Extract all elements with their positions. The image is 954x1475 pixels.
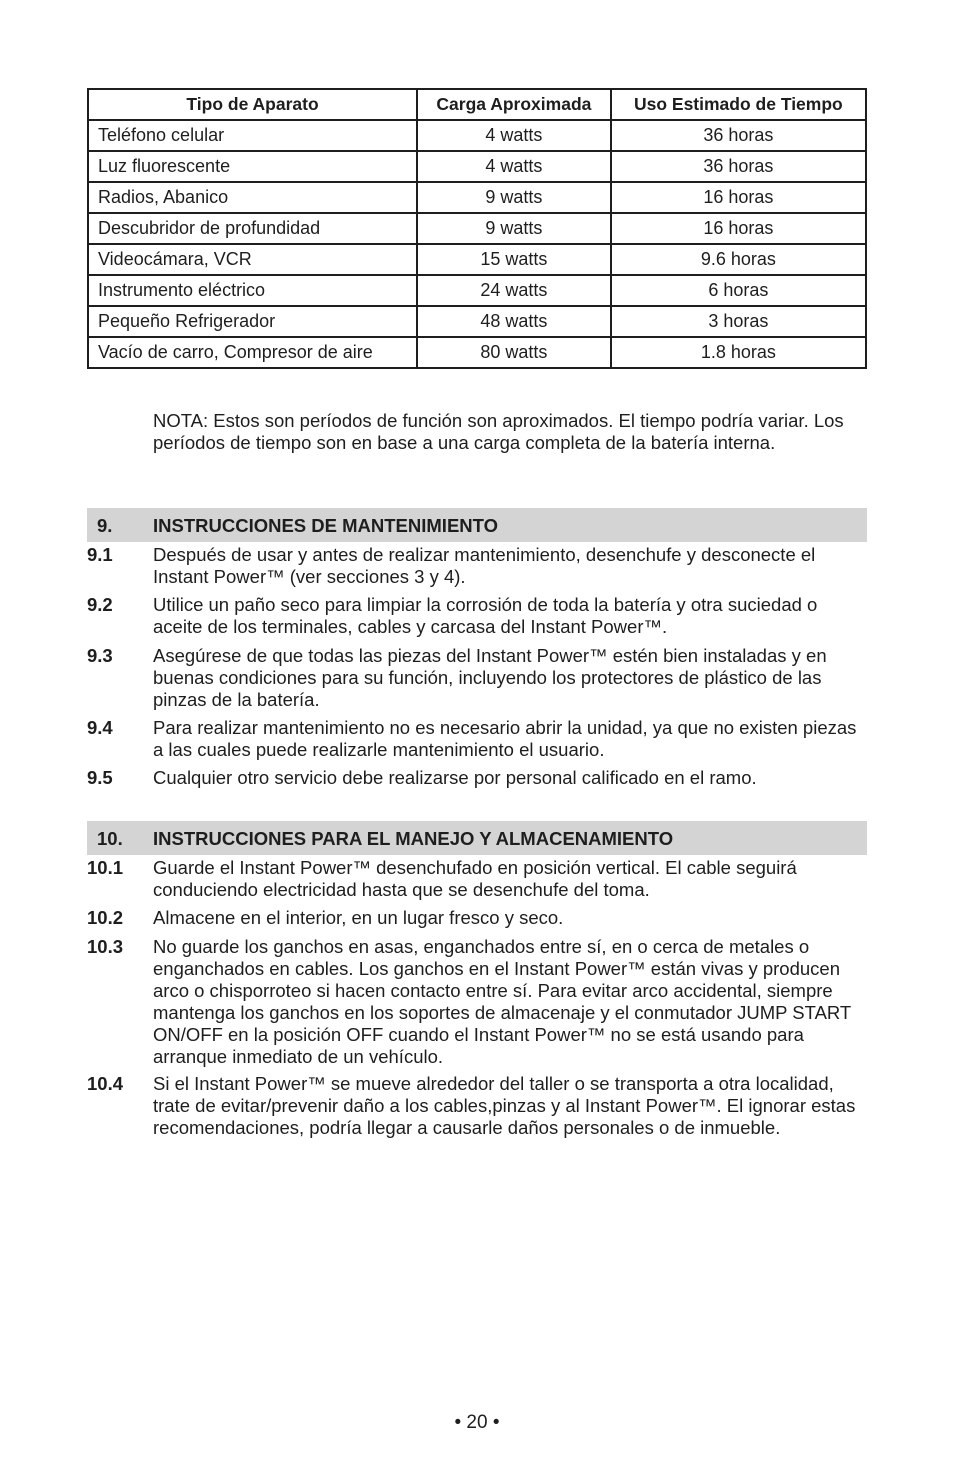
list-item xyxy=(87,1073,869,1139)
table-row xyxy=(88,306,866,337)
item-number: 10.2 xyxy=(87,907,124,928)
list-item xyxy=(87,857,869,901)
item-text: Cualquier otro servicio debe realizarse por personal calificado en el ramo. xyxy=(153,767,757,788)
table-row xyxy=(88,151,866,182)
page-number: • 20 • xyxy=(454,1412,500,1433)
list-item xyxy=(87,645,869,711)
list-item xyxy=(87,544,869,588)
cell-appliance: Instrumento eléctrico xyxy=(88,275,417,306)
item-number: 9.4 xyxy=(87,717,113,738)
section-title: INSTRUCCIONES DE MANTENIMIENTO xyxy=(153,515,499,536)
cell-appliance: Descubridor de profundidad xyxy=(88,213,417,244)
cell-time: 3 horas xyxy=(611,306,866,337)
cell-appliance: Luz fluorescente xyxy=(88,151,417,182)
cell-load: 4 watts xyxy=(417,120,611,151)
cell-time: 6 horas xyxy=(611,275,866,306)
table-header-row xyxy=(88,89,866,120)
section-number: 9. xyxy=(97,515,113,536)
item-text: Almacene en el interior, en un lugar fresco y seco. xyxy=(153,907,564,928)
item-text: Después de usar y antes de realizar mantenimiento, desenchufe y desconecte el Instant Power™ (ver secciones 3 y 4). xyxy=(153,544,816,587)
cell-appliance: Teléfono celular xyxy=(88,120,417,151)
item-text: Si el Instant Power™ se mueve alrededor del taller o se transporta a otra localidad, trate de evitar/prevenir daño a los cables,pinzas y al Instant Power™. El ignorar estas recomendaciones, podría llegar a causarle daños personales o de inmueble. xyxy=(153,1073,856,1138)
cell-load: 24 watts xyxy=(417,275,611,306)
table-row xyxy=(88,120,866,151)
runtime-note: NOTA: Estos son períodos de función son aproximados. El tiempo podría variar. Los períodos de tiempo son en base a una carga completa de la batería interna. xyxy=(153,410,844,453)
item-number: 9.2 xyxy=(87,594,113,615)
cell-appliance: Radios, Abanico xyxy=(88,182,417,213)
header-approx-load: Carga Aproximada xyxy=(417,89,611,120)
section-9-header xyxy=(87,508,867,542)
cell-time: 9.6 horas xyxy=(611,244,866,275)
cell-load: 4 watts xyxy=(417,151,611,182)
table-row xyxy=(88,213,866,244)
section-title: INSTRUCCIONES PARA EL MANEJO Y ALMACENAMIENTO xyxy=(153,828,674,849)
cell-time: 36 horas xyxy=(611,120,866,151)
item-number: 10.4 xyxy=(87,1073,124,1094)
cell-appliance: Pequeño Refrigerador xyxy=(88,306,417,337)
section-number: 10. xyxy=(97,828,123,849)
table-row xyxy=(88,182,866,213)
item-text: Guarde el Instant Power™ desenchufado en posición vertical. El cable seguirá conduciendo electricidad hasta que se desenchufe del toma. xyxy=(153,857,797,900)
item-number: 9.1 xyxy=(87,544,113,565)
item-number: 10.3 xyxy=(87,936,124,957)
list-item xyxy=(87,907,869,929)
list-item xyxy=(87,717,869,761)
item-number: 10.1 xyxy=(87,857,124,878)
table-row xyxy=(88,275,866,306)
cell-load: 9 watts xyxy=(417,213,611,244)
list-item xyxy=(87,594,869,638)
appliance-runtime-table xyxy=(87,88,867,369)
header-appliance-type: Tipo de Aparato xyxy=(88,89,417,120)
cell-appliance: Videocámara, VCR xyxy=(88,244,417,275)
cell-time: 1.8 horas xyxy=(611,337,866,368)
cell-load: 9 watts xyxy=(417,182,611,213)
list-item xyxy=(87,767,869,789)
cell-load: 48 watts xyxy=(417,306,611,337)
header-estimated-time: Uso Estimado de Tiempo xyxy=(611,89,866,120)
table-row xyxy=(88,244,866,275)
list-item xyxy=(87,936,869,1068)
item-number: 9.3 xyxy=(87,645,113,666)
item-text: Utilice un paño seco para limpiar la corrosión de toda la batería y otra suciedad o aceite de los terminales, cables y carcasa del Instant Power™. xyxy=(153,594,818,637)
item-number: 9.5 xyxy=(87,767,113,788)
cell-time: 36 horas xyxy=(611,151,866,182)
table-row xyxy=(88,337,866,368)
item-text: No guarde los ganchos en asas, enganchados entre sí, en o cerca de metales o enganchados en cables. Los ganchos en el Instant Power™ están vivas y producen arco o chisporroteo si hacen contacto entre sí. Para evitar arco accidental, siempre mantenga los ganchos en los soportes de almacenaje y el conmutador JUMP START ON/OFF en la posición OFF cuando el Instant Power™ no se está usando para arranque inmediato de un vehículo. xyxy=(153,936,851,1067)
item-text: Para realizar mantenimiento no es necesario abrir la unidad, ya que no existen piezas a las cuales puede realizarle mantenimiento el usuario. xyxy=(153,717,857,760)
cell-appliance: Vacío de carro, Compresor de aire xyxy=(88,337,417,368)
cell-time: 16 horas xyxy=(611,213,866,244)
cell-load: 15 watts xyxy=(417,244,611,275)
section-10-header xyxy=(87,821,867,855)
cell-load: 80 watts xyxy=(417,337,611,368)
item-text: Asegúrese de que todas las piezas del Instant Power™ estén bien instaladas y en buenas condiciones para su función, incluyendo los protectores de plástico de las pinzas de la batería. xyxy=(153,645,827,710)
cell-time: 16 horas xyxy=(611,182,866,213)
